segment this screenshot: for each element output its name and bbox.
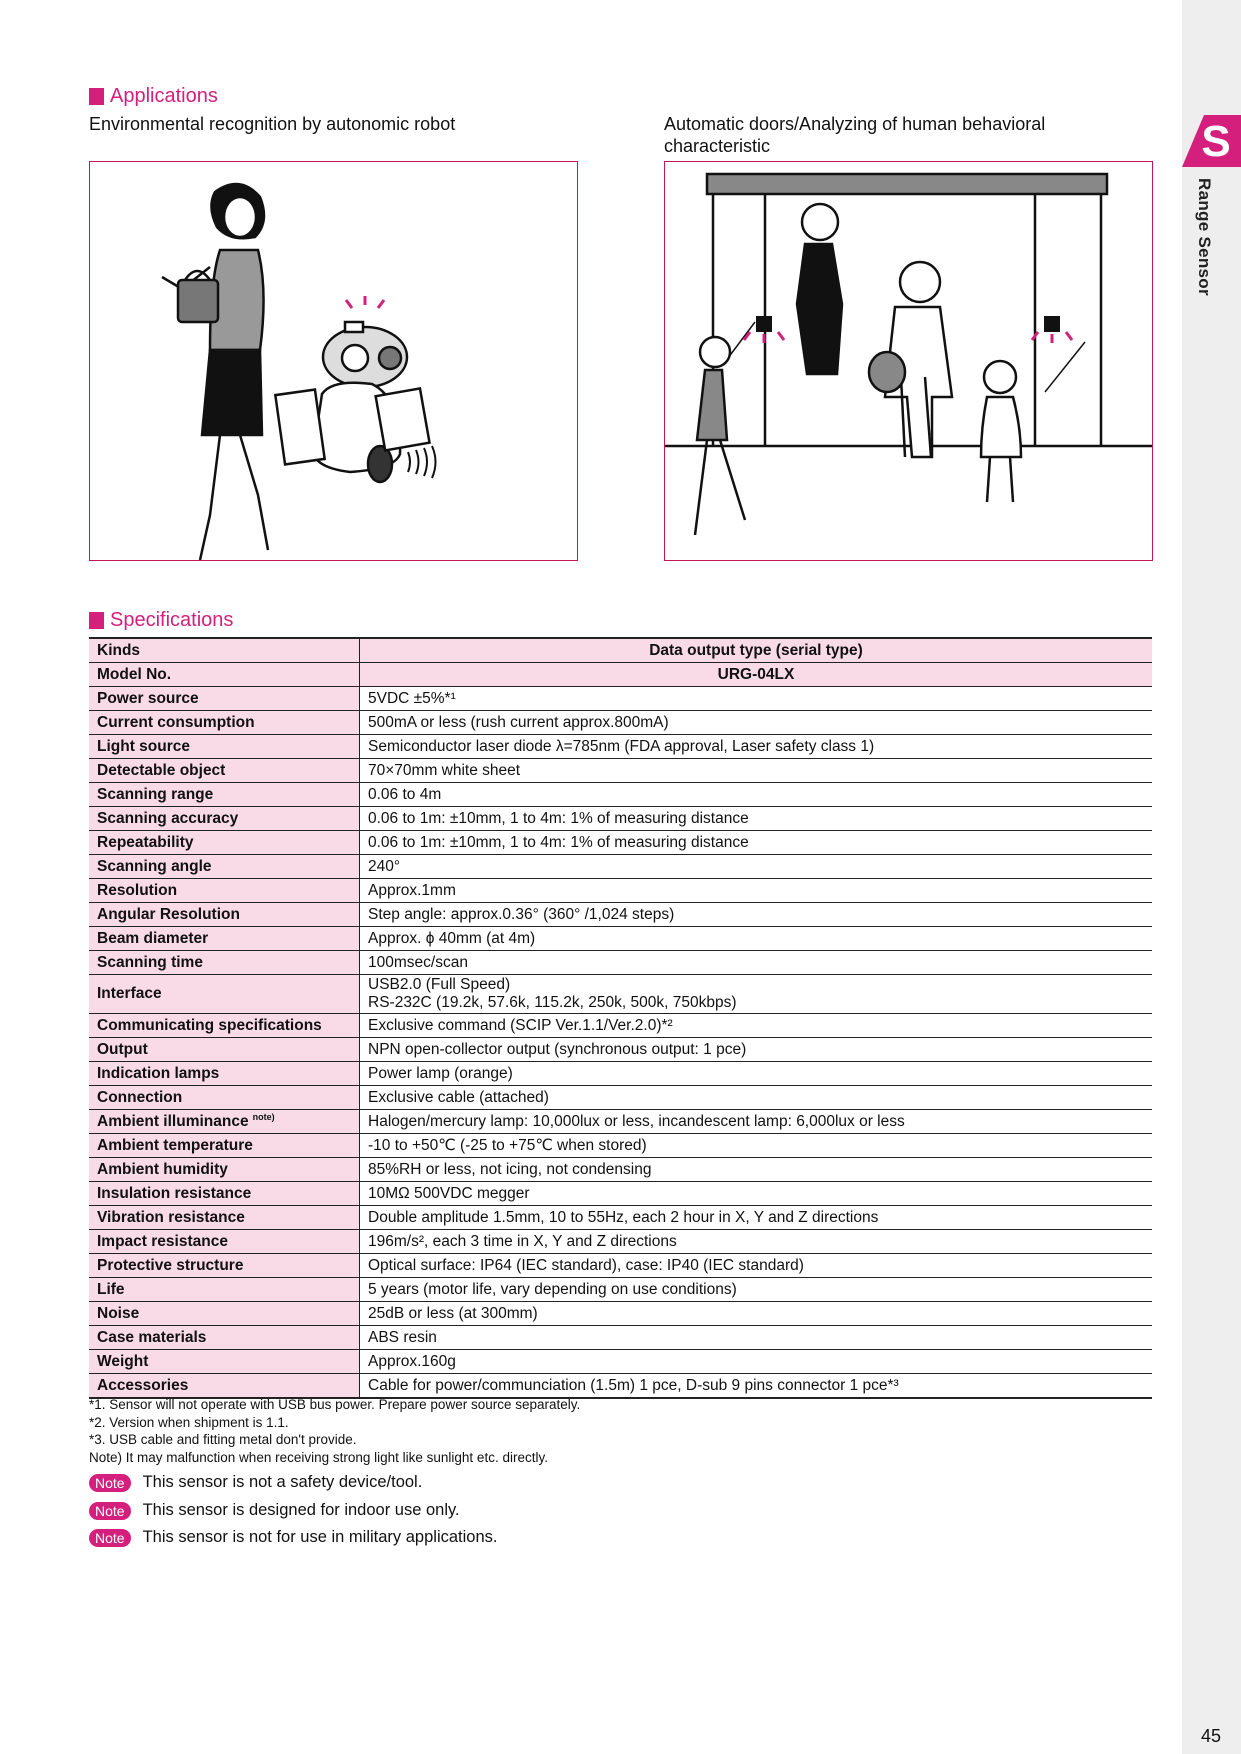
spec-value: 70×70mm white sheet: [360, 759, 1153, 783]
spec-key: Interface: [89, 975, 360, 1014]
spec-row: [89, 1038, 1152, 1062]
spec-value: Approx.160g: [360, 1350, 1153, 1374]
spec-key: Model No.: [89, 663, 360, 687]
spec-value: 0.06 to 1m: ±10mm, 1 to 4m: 1% of measuring distance: [360, 831, 1153, 855]
spec-value: ABS resin: [360, 1326, 1153, 1350]
spec-key: Accessories: [89, 1374, 360, 1399]
spec-value: Exclusive command (SCIP Ver.1.1/Ver.2.0)*²: [360, 1014, 1153, 1038]
spec-key: Detectable object: [89, 759, 360, 783]
footnote: *2. Version when shipment is 1.1.: [89, 1414, 289, 1430]
spec-row: [89, 1110, 1152, 1134]
spec-value: Data output type (serial type): [360, 638, 1153, 663]
spec-value: 0.06 to 1m: ±10mm, 1 to 4m: 1% of measuring distance: [360, 807, 1153, 831]
spec-row: [89, 1014, 1152, 1038]
spec-row: [89, 711, 1152, 735]
spec-value: NPN open-collector output (synchronous output: 1 pce): [360, 1038, 1153, 1062]
spec-value: Power lamp (orange): [360, 1062, 1153, 1086]
spec-row: [89, 855, 1152, 879]
spec-key: Connection: [89, 1086, 360, 1110]
spec-value: -10 to +50℃ (-25 to +75℃ when stored): [360, 1134, 1153, 1158]
spec-value: 5 years (motor life, vary depending on use conditions): [360, 1278, 1153, 1302]
spec-row: [89, 1374, 1152, 1399]
illustration-doors: [664, 161, 1153, 561]
spec-value: Optical surface: IP64 (IEC standard), case: IP40 (IEC standard): [360, 1254, 1153, 1278]
spec-row: [89, 903, 1152, 927]
spec-row: [89, 1206, 1152, 1230]
spec-row: [89, 1254, 1152, 1278]
spec-value: 25dB or less (at 300mm): [360, 1302, 1153, 1326]
spec-value: 240°: [360, 855, 1153, 879]
category-tab-letter: S: [1201, 117, 1231, 166]
spec-row: [89, 783, 1152, 807]
spec-value: 500mA or less (rush current approx.800mA): [360, 711, 1153, 735]
spec-key: Light source: [89, 735, 360, 759]
spec-key: Scanning range: [89, 783, 360, 807]
spec-row: [89, 1350, 1152, 1374]
spec-key: Weight: [89, 1350, 360, 1374]
applications-heading-text: Applications: [110, 85, 218, 107]
spec-key: Kinds: [89, 638, 360, 663]
spec-key: Indication lamps: [89, 1062, 360, 1086]
spec-value: 0.06 to 4m: [360, 783, 1153, 807]
spec-key: Communicating specifications: [89, 1014, 360, 1038]
spec-key: Ambient temperature: [89, 1134, 360, 1158]
spec-row: [89, 1134, 1152, 1158]
note-row: [89, 1528, 497, 1547]
spec-value: 5VDC ±5%*¹: [360, 687, 1153, 711]
spec-row: [89, 663, 1152, 687]
spec-value: Semiconductor laser diode λ=785nm (FDA approval, Laser safety class 1): [360, 735, 1153, 759]
footnote: Note) It may malfunction when receiving strong light like sunlight etc. directly.: [89, 1449, 548, 1465]
note-badge: Note: [89, 1474, 131, 1492]
spec-value: Step angle: approx.0.36° (360° /1,024 steps): [360, 903, 1153, 927]
application-caption-robot: Environmental recognition by autonomic robot: [89, 114, 456, 134]
page-number: 45: [1201, 1726, 1222, 1746]
spec-key: Scanning time: [89, 951, 360, 975]
footnotes: [89, 1396, 580, 1466]
footnote: *1. Sensor will not operate with USB bus power. Prepare power source separately.: [89, 1397, 581, 1412]
spec-row: [89, 1062, 1152, 1086]
spec-value: 10MΩ 500VDC megger: [360, 1182, 1153, 1206]
heading-square-icon: [89, 88, 104, 105]
spec-key: Angular Resolution: [89, 903, 360, 927]
spec-row: [89, 638, 1152, 663]
sidebar-title: Range Sensor: [1195, 178, 1214, 296]
spec-key: Impact resistance: [89, 1230, 360, 1254]
spec-row: [89, 759, 1152, 783]
spec-row: [89, 1302, 1152, 1326]
category-tab-s: [1182, 115, 1241, 167]
note-text: This sensor is not a safety device/tool.: [142, 1473, 423, 1491]
spec-value: 85%RH or less, not icing, not condensing: [360, 1158, 1153, 1182]
spec-row: [89, 807, 1152, 831]
spec-key: Vibration resistance: [89, 1206, 360, 1230]
illustration-robot: [89, 161, 578, 561]
spec-row: [89, 1086, 1152, 1110]
spec-key: Output: [89, 1038, 360, 1062]
spec-row: [89, 975, 1152, 1014]
note-badge: Note: [89, 1529, 131, 1547]
spec-value: Exclusive cable (attached): [360, 1086, 1153, 1110]
spec-key: Scanning accuracy: [89, 807, 360, 831]
specifications-heading-text: Specifications: [110, 609, 234, 631]
spec-key: Scanning angle: [89, 855, 360, 879]
spec-key: Power source: [89, 687, 360, 711]
spec-key: Insulation resistance: [89, 1182, 360, 1206]
spec-row: [89, 1326, 1152, 1350]
specifications-heading: [89, 609, 233, 632]
spec-key: Repeatability: [89, 831, 360, 855]
spec-value: Approx. ϕ 40mm (at 4m): [360, 927, 1153, 951]
spec-key: Beam diameter: [89, 927, 360, 951]
spec-value: USB2.0 (Full Speed) RS-232C (19.2k, 57.6k, 115.2k, 250k, 500k, 750kbps): [360, 975, 1153, 1014]
spec-key: Noise: [89, 1302, 360, 1326]
spec-row: [89, 1278, 1152, 1302]
spec-value: Approx.1mm: [360, 879, 1153, 903]
spec-value: URG-04LX: [360, 663, 1153, 687]
spec-key: Ambient illuminance $^{note)}$: [89, 1110, 360, 1134]
spec-row: [89, 1182, 1152, 1206]
spec-row: [89, 687, 1152, 711]
spec-row: [89, 1230, 1152, 1254]
applications-heading: [89, 85, 218, 108]
heading-square-icon: [89, 612, 104, 629]
spec-value: 100msec/scan: [360, 951, 1153, 975]
spec-row: [89, 831, 1152, 855]
spec-row: [89, 1158, 1152, 1182]
spec-value: Halogen/mercury lamp: 10,000lux or less, incandescent lamp: 6,000lux or less: [360, 1110, 1153, 1134]
spec-value: Cable for power/communciation (1.5m) 1 pce, D-sub 9 pins connector 1 pce*³: [360, 1374, 1153, 1399]
spec-key: Resolution: [89, 879, 360, 903]
note-text: This sensor is not for use in military applications.: [142, 1528, 498, 1546]
note-text: This sensor is designed for indoor use only.: [142, 1501, 460, 1519]
footnote: *3. USB cable and fitting metal don't provide.: [89, 1432, 357, 1447]
spec-row: [89, 735, 1152, 759]
spec-value: 196m/s², each 3 time in X, Y and Z directions: [360, 1230, 1153, 1254]
note-row: [89, 1473, 422, 1492]
spec-key: Life: [89, 1278, 360, 1302]
spec-key: Current consumption: [89, 711, 360, 735]
application-caption-doors: Automatic doors/Analyzing of human behavioral characteristic: [664, 114, 1046, 156]
spec-row: [89, 879, 1152, 903]
spec-key: Protective structure: [89, 1254, 360, 1278]
note-row: [89, 1501, 460, 1520]
spec-row: [89, 927, 1152, 951]
specifications-table: [89, 637, 1152, 1399]
spec-row: [89, 951, 1152, 975]
robot-scene-image: [90, 162, 577, 560]
spec-value: Double amplitude 1.5mm, 10 to 55Hz, each 2 hour in X, Y and Z directions: [360, 1206, 1153, 1230]
spec-key: Ambient humidity: [89, 1158, 360, 1182]
note-badge: Note: [89, 1502, 131, 1520]
spec-key: Case materials: [89, 1326, 360, 1350]
doors-scene-image: [665, 162, 1152, 560]
